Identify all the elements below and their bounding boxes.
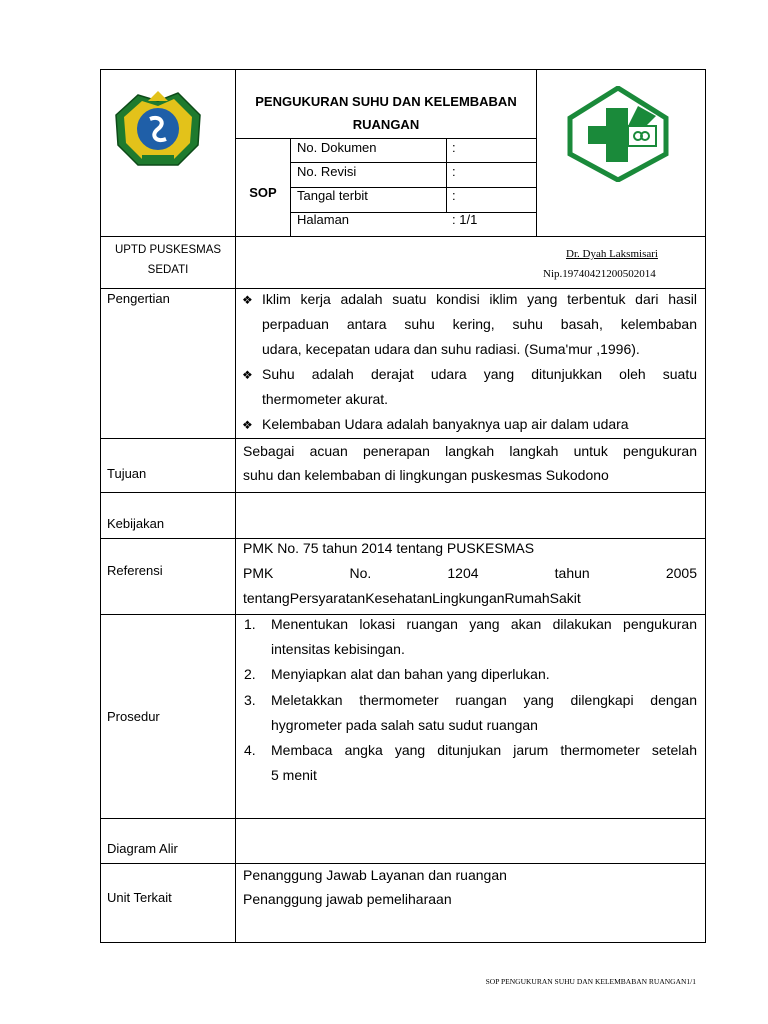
title-line-2: RUANGAN [352, 117, 420, 132]
unit-l1: Penanggung Jawab Layanan dan ruangan [243, 867, 507, 883]
puskesmas-logo-icon [566, 86, 670, 182]
tujuan-l1: Sebagai acuan penerapan langkah langkah untuk pengukuran [243, 443, 697, 459]
label-pengertian: Pengertian [107, 291, 170, 306]
page-value: : 1/1 [452, 212, 478, 227]
tujuan-l2: suhu dan kelembaban di lingkungan puskesmas Sukodono [243, 467, 609, 483]
label-kebijakan: Kebijakan [107, 516, 165, 531]
regional-emblem-icon [108, 85, 208, 171]
pengertian-b2-l2: thermometer akurat. [262, 391, 389, 407]
step-3-l1: Meletakkan thermometer ruangan yang dilengkapi dengan [271, 692, 697, 708]
diamond-bullet-icon: ❖ [242, 418, 253, 432]
ref-year: 2005 [665, 565, 697, 581]
label-diagram-alir: Diagram Alir [107, 841, 178, 856]
step-2-number: 2. [244, 666, 256, 682]
document-title [236, 90, 536, 136]
page-footer: SOP PENGUKURAN SUHU DAN KELEMBABAN RUANGAN1/1 [485, 977, 696, 986]
title-line-1: PENGUKURAN SUHU DAN KELEMBABAN [255, 94, 517, 109]
sop-label: SOP [249, 185, 277, 200]
organization-name [101, 240, 235, 280]
pengertian-b1-l2: perpaduan antara suhu kering, suhu basah, kelembaban [262, 316, 697, 332]
label-prosedur: Prosedur [107, 709, 160, 724]
step-3-number: 3. [244, 692, 256, 708]
issue-date-value: : [452, 188, 456, 203]
page-label: Halaman [297, 212, 350, 227]
org-line-1: UPTD PUSKESMAS [114, 244, 222, 256]
issue-date-label: Tangal terbit [297, 188, 368, 203]
pengertian-b2-l1: Suhu adalah derajat udara yang ditunjukkan oleh suatu [262, 366, 697, 382]
referensi-l2 [243, 561, 697, 586]
step-2-l1: Menyiapkan alat dan bahan yang diperlukan. [271, 666, 550, 682]
diamond-bullet-icon: ❖ [242, 368, 253, 382]
referensi-l1: PMK No. 75 tahun 2014 tentang PUSKESMAS [243, 540, 535, 556]
step-1-l2: intensitas kebisingan. [271, 641, 405, 657]
label-tujuan: Tujuan [107, 466, 147, 481]
label-unit-terkait: Unit Terkait [107, 890, 172, 905]
signer-nip: Nip.19740421200502014 [543, 268, 656, 280]
step-1-number: 1. [244, 616, 256, 632]
ref-pmk: PMK [243, 565, 274, 581]
step-4-l1: Membaca angka yang ditunjukan jarum thermometer setelah [271, 742, 697, 758]
ref-tahun: tahun [554, 565, 590, 581]
doc-number-label: No. Dokumen [297, 140, 377, 155]
label-referensi: Referensi [107, 563, 163, 578]
step-1-l1: Menentukan lokasi ruangan yang akan dilakukan pengukuran [271, 616, 697, 632]
unit-l2: Penanggung jawab pemeliharaan [243, 891, 452, 907]
signer-name: Dr. Dyah Laksmisari [566, 248, 658, 260]
revision-label: No. Revisi [297, 164, 357, 179]
pengertian-b1-l3: udara, kecepatan udara dan suhu radiasi. (Suma'mur ,1996). [262, 341, 640, 357]
step-3-l2: hygrometer pada salah satu sudut ruangan [271, 717, 538, 733]
ref-no: No. [349, 565, 372, 581]
step-4-l2: 5 menit [271, 767, 317, 783]
ref-number: 1204 [447, 565, 479, 581]
pengertian-b3-l1: Kelembaban Udara adalah banyaknya uap air dalam udara [262, 416, 629, 432]
step-4-number: 4. [244, 742, 256, 758]
doc-number-value: : [452, 140, 456, 155]
revision-value: : [452, 164, 456, 179]
referensi-l3: tentangPersyaratanKesehatanLingkunganRumahSakit [243, 590, 581, 606]
org-line-2: SEDATI [147, 264, 189, 276]
diamond-bullet-icon: ❖ [242, 293, 253, 307]
pengertian-b1-l1: Iklim kerja adalah suatu kondisi iklim yang terbentuk dari hasil [262, 291, 697, 307]
